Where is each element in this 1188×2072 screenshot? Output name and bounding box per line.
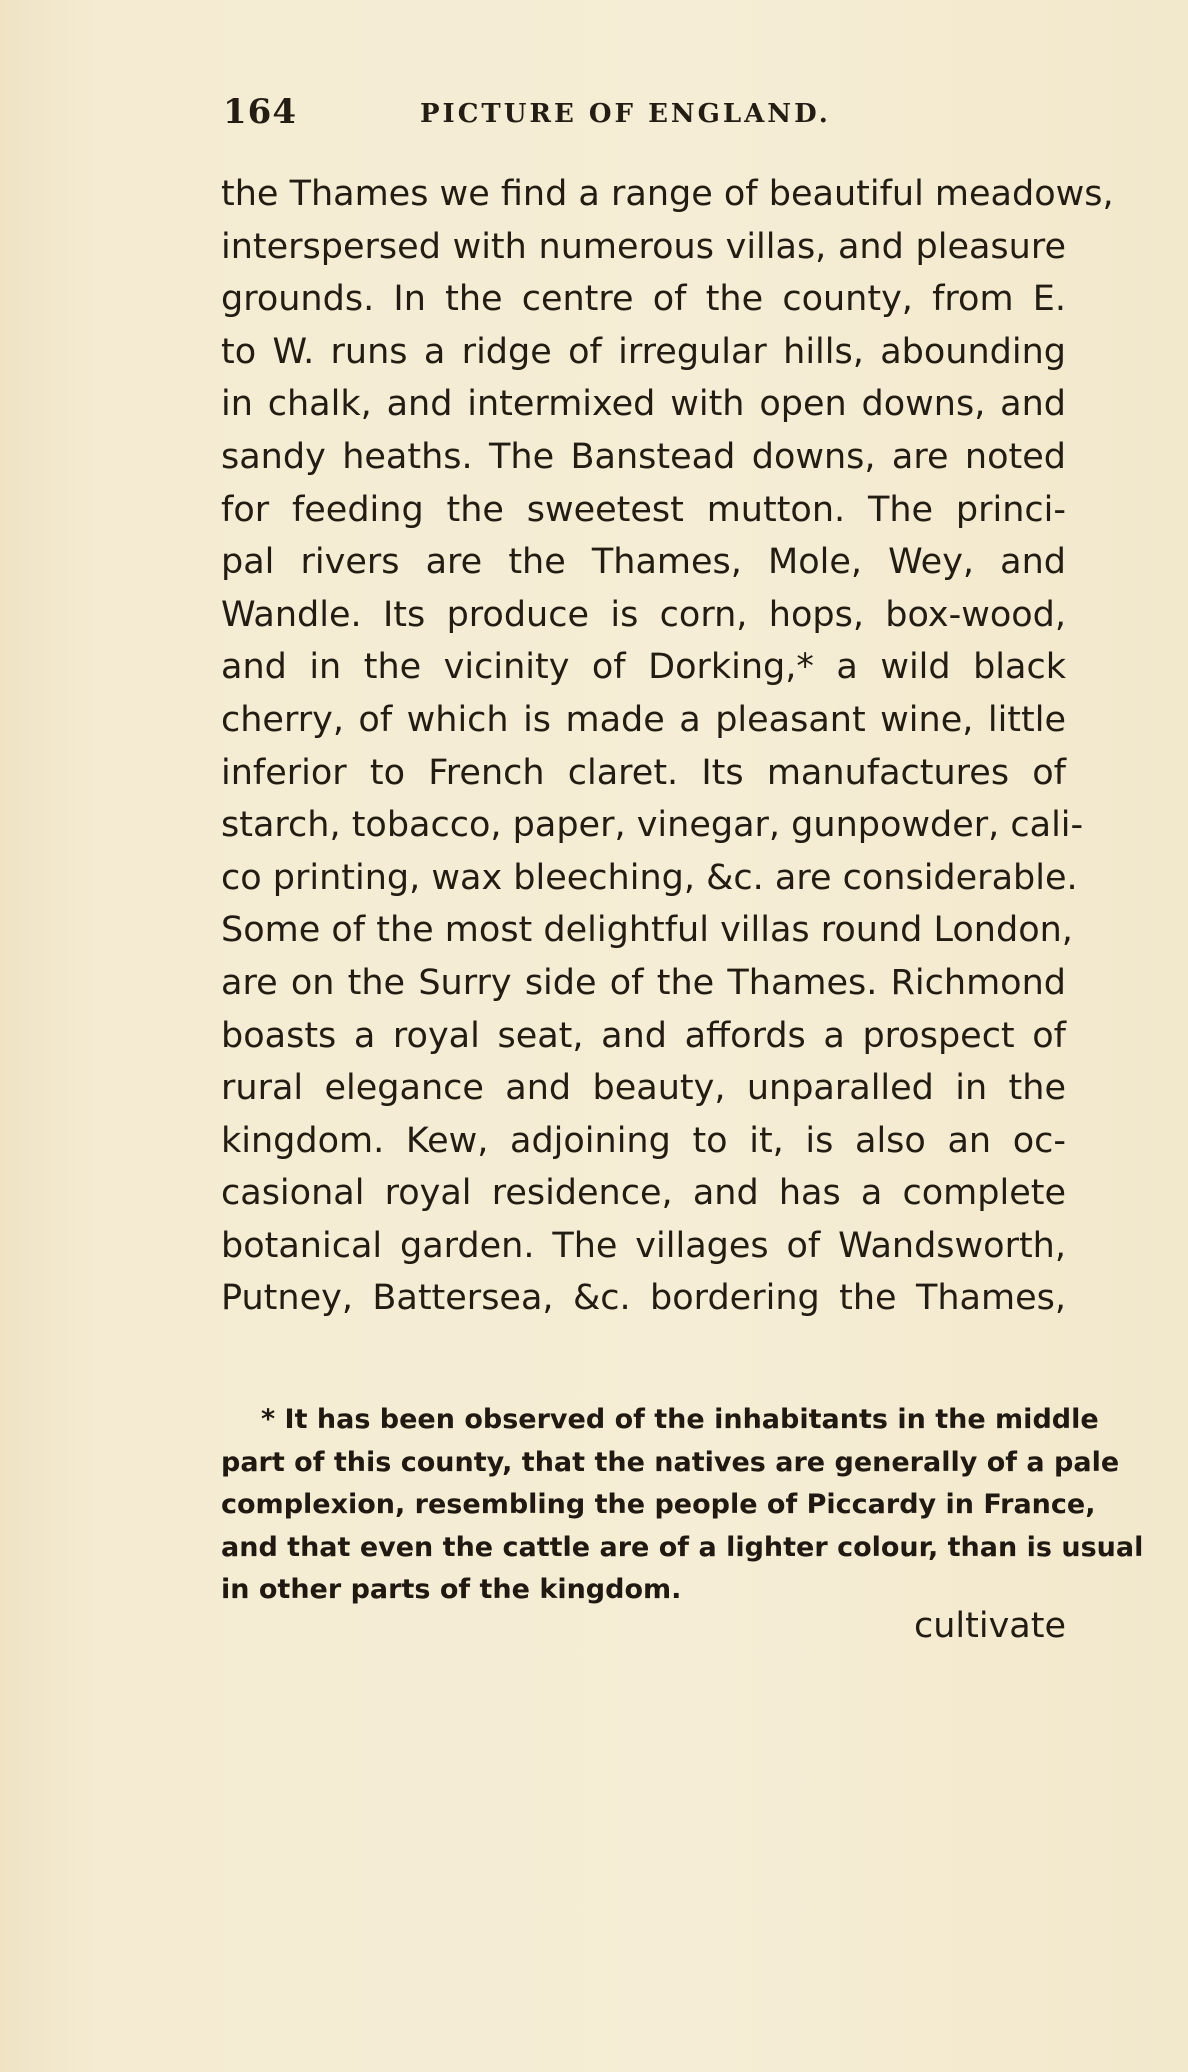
body-line: co printing, wax bleeching, &c. are considerable. [221,857,1078,898]
body-line: interspersed with numerous villas, and pleasure [221,226,1066,267]
body-line: to W. runs a ridge of irregular hills, abounding [221,331,1066,372]
footnote-line: * It has been observed of the inhabitants in the middle [261,1404,1099,1435]
footnote [221,1399,1144,1612]
body-line: botanical garden. The villages of Wandsworth, [221,1225,1066,1266]
body-text [221,168,1114,1325]
body-line: inferior to French claret. Its manufactures of [221,752,1066,793]
body-line: grounds. In the centre of the county, from E. [221,279,1066,320]
body-line: and in the vicinity of Dorking,* a wild black [221,647,1066,688]
page-number: 164 [223,92,297,132]
running-head: PICTURE OF ENGLAND. [420,99,831,129]
body-line: cherry, of which is made a pleasant wine, little [221,699,1066,740]
footnote-line: in other parts of the kingdom. [221,1574,682,1605]
page-header [0,92,1188,132]
body-line: Putney, Battersea, &c. bordering the Thames, [221,1278,1066,1319]
body-line: in chalk, and intermixed with open downs, and [221,384,1066,425]
footnote-line: complexion, resembling the people of Piccardy in France, [221,1489,1096,1520]
body-line: are on the Surry side of the Thames. Richmond [221,962,1066,1003]
body-line: for feeding the sweetest mutton. The princi- [221,489,1066,530]
body-line: the Thames we find a range of beautiful meadows, [221,174,1114,214]
body-line: starch, tobacco, paper, vinegar, gunpowder, cali- [221,805,1084,846]
body-line: kingdom. Kew, adjoining to it, is also an oc- [221,1120,1066,1161]
body-line: pal rivers are the Thames, Mole, Wey, and [221,542,1066,583]
footnote-line: and that even the cattle are of a lighter colour, than is usual [221,1531,1144,1563]
body-line: Some of the most delightful villas round London, [221,910,1073,951]
body-line: Wandle. Its produce is corn, hops, box-wood, [221,594,1066,635]
footnote-line: part of this county, that the natives are generally of a pale [221,1446,1120,1478]
body-line: rural elegance and beauty, unparalled in the [221,1068,1066,1109]
body-line: sandy heaths. The Banstead downs, are noted [221,436,1066,477]
body-line: boasts a royal seat, and affords a prospect of [221,1015,1066,1056]
catchword: cultivate [913,1606,1066,1646]
body-line: casional royal residence, and has a complete [221,1173,1066,1214]
